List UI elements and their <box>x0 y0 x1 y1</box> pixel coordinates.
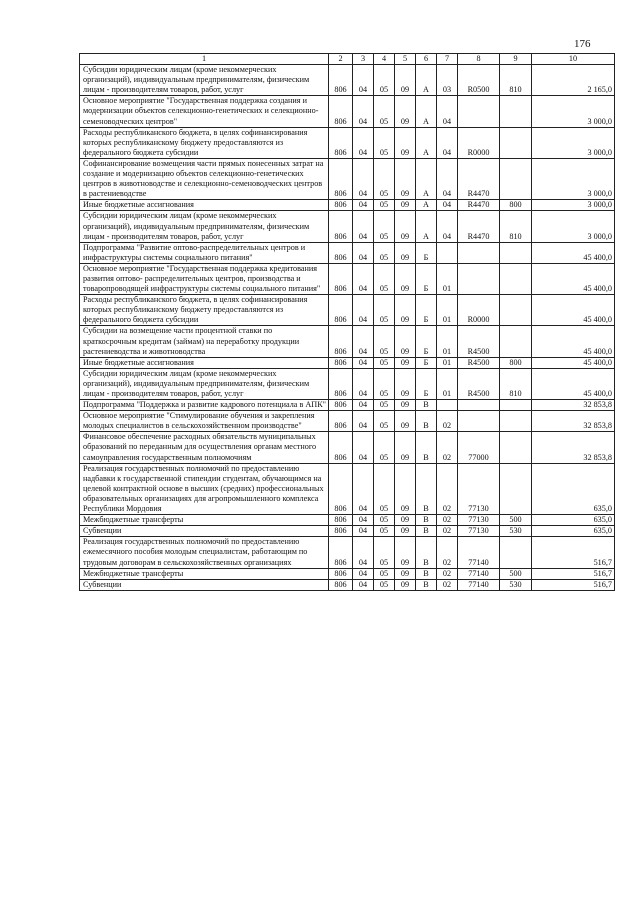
program-cell: 09 <box>395 295 416 326</box>
subsection-cell: 05 <box>374 463 395 514</box>
row-name-cell: Реализация государственных полномочий по предоставлению ежемесячного пособия молодым специалистам, работающим по трудовым договорам в сельскохозяйственных организациях <box>80 537 329 568</box>
table-row <box>80 295 615 326</box>
table-row <box>80 65 615 96</box>
expense-type-cell <box>500 242 532 263</box>
code-cell: 806 <box>329 211 353 242</box>
program-cell: 09 <box>395 200 416 211</box>
direction-cell: 77000 <box>458 432 500 463</box>
table-row <box>80 326 615 357</box>
amount-cell: 45 400,0 <box>532 242 615 263</box>
table-row <box>80 463 615 514</box>
row-name-cell: Реализация государственных полномочий по предоставлению надбавки к государственной стипендии студентам, обучающимся на целевой контрактной основе в высших (средних) профессиональных образовательных организациях для агропромышленного комплекса Республики Мордовия <box>80 463 329 514</box>
table-row <box>80 357 615 368</box>
program-cell: 09 <box>395 400 416 411</box>
direction-cell: 77140 <box>458 579 500 590</box>
amount-cell: 3 000,0 <box>532 158 615 199</box>
section-cell: 04 <box>353 263 374 294</box>
table-row <box>80 411 615 432</box>
row-name-cell: Субвенции <box>80 579 329 590</box>
direction-cell <box>458 263 500 294</box>
program-cell: 09 <box>395 515 416 526</box>
column-header: 3 <box>353 54 374 65</box>
code-cell: 806 <box>329 200 353 211</box>
table-row <box>80 368 615 399</box>
program-cell: 09 <box>395 127 416 158</box>
program-cell: 09 <box>395 326 416 357</box>
section-cell: 04 <box>353 357 374 368</box>
section-cell: 04 <box>353 326 374 357</box>
direction-cell: R0000 <box>458 127 500 158</box>
direction-cell: R4500 <box>458 326 500 357</box>
row-name-cell: Субсидии на возмещение части процентной ставки по краткосрочным кредитам (займам) на переработку продукции растениеводства и животноводства <box>80 326 329 357</box>
table-row <box>80 96 615 127</box>
code-cell: 806 <box>329 158 353 199</box>
direction-cell: 77130 <box>458 463 500 514</box>
expense-type-cell: 810 <box>500 211 532 242</box>
section-cell: 04 <box>353 568 374 579</box>
row-name-cell: Субвенции <box>80 526 329 537</box>
column-header: 7 <box>437 54 458 65</box>
subsection-cell: 05 <box>374 295 395 326</box>
row-name-cell: Основное мероприятие "Стимулирование обучения и закрепления молодых специалистов в сельскохозяйственном производстве" <box>80 411 329 432</box>
amount-cell: 635,0 <box>532 515 615 526</box>
table-row <box>80 526 615 537</box>
subprogram-cell: В <box>416 579 437 590</box>
event-cell: 01 <box>437 263 458 294</box>
expense-type-cell <box>500 295 532 326</box>
subprogram-cell: В <box>416 526 437 537</box>
row-name-cell: Подпрограмма "Развитие оптово-распределительных центров и инфраструктуры системы социального питания" <box>80 242 329 263</box>
section-cell: 04 <box>353 463 374 514</box>
event-cell: 02 <box>437 579 458 590</box>
amount-cell: 2 165,0 <box>532 65 615 96</box>
event-cell: 04 <box>437 211 458 242</box>
code-cell: 806 <box>329 65 353 96</box>
page-number: 176 <box>574 38 591 50</box>
subsection-cell: 05 <box>374 411 395 432</box>
subprogram-cell: В <box>416 411 437 432</box>
event-cell: 02 <box>437 463 458 514</box>
section-cell: 04 <box>353 368 374 399</box>
row-name-cell: Расходы республиканского бюджета, в целях софинансирования которых республиканскому бюджету предоставляются из федерального бюджета субсидии <box>80 127 329 158</box>
section-cell: 04 <box>353 65 374 96</box>
expense-type-cell <box>500 463 532 514</box>
program-cell: 09 <box>395 357 416 368</box>
program-cell: 09 <box>395 65 416 96</box>
direction-cell <box>458 400 500 411</box>
event-cell <box>437 400 458 411</box>
row-name-cell: Межбюджетные трансферты <box>80 568 329 579</box>
event-cell: 04 <box>437 96 458 127</box>
table-row <box>80 242 615 263</box>
code-cell: 806 <box>329 368 353 399</box>
direction-cell: R4470 <box>458 158 500 199</box>
code-cell: 806 <box>329 515 353 526</box>
program-cell: 09 <box>395 411 416 432</box>
subsection-cell: 05 <box>374 242 395 263</box>
event-cell: 01 <box>437 295 458 326</box>
expense-type-cell <box>500 127 532 158</box>
subsection-cell: 05 <box>374 158 395 199</box>
subsection-cell: 05 <box>374 400 395 411</box>
direction-cell: R4470 <box>458 200 500 211</box>
subprogram-cell: В <box>416 568 437 579</box>
amount-cell: 516,7 <box>532 568 615 579</box>
column-header: 1 <box>80 54 329 65</box>
subsection-cell: 05 <box>374 263 395 294</box>
section-cell: 04 <box>353 432 374 463</box>
code-cell: 806 <box>329 463 353 514</box>
program-cell: 09 <box>395 242 416 263</box>
direction-cell <box>458 96 500 127</box>
subprogram-cell: Б <box>416 263 437 294</box>
program-cell: 09 <box>395 158 416 199</box>
event-cell: 02 <box>437 411 458 432</box>
amount-cell: 45 400,0 <box>532 357 615 368</box>
amount-cell: 45 400,0 <box>532 326 615 357</box>
program-cell: 09 <box>395 96 416 127</box>
program-cell: 09 <box>395 432 416 463</box>
program-cell: 09 <box>395 526 416 537</box>
program-cell: 09 <box>395 211 416 242</box>
direction-cell: R0000 <box>458 295 500 326</box>
subsection-cell: 05 <box>374 326 395 357</box>
row-name-cell: Субсидии юридическим лицам (кроме некоммерческих организаций), индивидуальным предпринимателям, физическим лицам - производителям товаров, работ, услуг <box>80 211 329 242</box>
subprogram-cell: А <box>416 96 437 127</box>
amount-cell: 3 000,0 <box>532 127 615 158</box>
amount-cell: 3 000,0 <box>532 200 615 211</box>
direction-cell: R4500 <box>458 357 500 368</box>
code-cell: 806 <box>329 295 353 326</box>
section-cell: 04 <box>353 211 374 242</box>
budget-table <box>79 53 615 591</box>
direction-cell <box>458 242 500 263</box>
program-cell: 09 <box>395 579 416 590</box>
expense-type-cell: 810 <box>500 368 532 399</box>
section-cell: 04 <box>353 515 374 526</box>
subprogram-cell: Б <box>416 357 437 368</box>
amount-cell: 32 853,8 <box>532 400 615 411</box>
direction-cell: 77130 <box>458 515 500 526</box>
code-cell: 806 <box>329 579 353 590</box>
table-row <box>80 537 615 568</box>
subsection-cell: 05 <box>374 211 395 242</box>
code-cell: 806 <box>329 537 353 568</box>
event-cell: 04 <box>437 158 458 199</box>
event-cell: 04 <box>437 200 458 211</box>
code-cell: 806 <box>329 568 353 579</box>
event-cell: 01 <box>437 368 458 399</box>
expense-type-cell: 800 <box>500 200 532 211</box>
subprogram-cell: В <box>416 463 437 514</box>
column-header: 9 <box>500 54 532 65</box>
subprogram-cell: Б <box>416 368 437 399</box>
header-row <box>80 54 615 65</box>
section-cell: 04 <box>353 526 374 537</box>
column-header: 2 <box>329 54 353 65</box>
column-header: 5 <box>395 54 416 65</box>
row-name-cell: Субсидии юридическим лицам (кроме некоммерческих организаций), индивидуальным предпринимателям, физическим лицам - производителям товаров, работ, услуг <box>80 65 329 96</box>
table-row <box>80 568 615 579</box>
section-cell: 04 <box>353 411 374 432</box>
subprogram-cell: Б <box>416 295 437 326</box>
subprogram-cell: Б <box>416 326 437 357</box>
subprogram-cell: А <box>416 211 437 242</box>
code-cell: 806 <box>329 242 353 263</box>
table-row <box>80 127 615 158</box>
row-name-cell: Расходы республиканского бюджета, в целях софинансирования которых республиканскому бюджету предоставляются из федерального бюджета субсидии <box>80 295 329 326</box>
subprogram-cell: В <box>416 537 437 568</box>
row-name-cell: Основное мероприятие "Государственная поддержка создания и модернизации объектов селекционно-генетических и селекционно-семеноводческих центров" <box>80 96 329 127</box>
subsection-cell: 05 <box>374 579 395 590</box>
column-header: 10 <box>532 54 615 65</box>
code-cell: 806 <box>329 263 353 294</box>
event-cell: 02 <box>437 515 458 526</box>
expense-type-cell <box>500 432 532 463</box>
subsection-cell: 05 <box>374 200 395 211</box>
direction-cell: R0500 <box>458 65 500 96</box>
column-header: 4 <box>374 54 395 65</box>
section-cell: 04 <box>353 295 374 326</box>
column-header: 6 <box>416 54 437 65</box>
expense-type-cell: 530 <box>500 579 532 590</box>
row-name-cell: Софинансирование возмещения части прямых понесенных затрат на создание и модернизацию объектов селекционно-генетических центров в животноводстве и селекционно-семеноводческих центров в растениеводстве <box>80 158 329 199</box>
subsection-cell: 05 <box>374 537 395 568</box>
subsection-cell: 05 <box>374 96 395 127</box>
expense-type-cell <box>500 400 532 411</box>
amount-cell: 32 853,8 <box>532 411 615 432</box>
section-cell: 04 <box>353 242 374 263</box>
subprogram-cell: В <box>416 400 437 411</box>
direction-cell: 77140 <box>458 537 500 568</box>
amount-cell: 516,7 <box>532 579 615 590</box>
subsection-cell: 05 <box>374 432 395 463</box>
row-name-cell: Иные бюджетные ассигнования <box>80 200 329 211</box>
column-header: 8 <box>458 54 500 65</box>
amount-cell: 635,0 <box>532 526 615 537</box>
section-cell: 04 <box>353 400 374 411</box>
row-name-cell: Субсидии юридическим лицам (кроме некоммерческих организаций), индивидуальным предпринимателям, физическим лицам - производителям товаров, работ, услуг <box>80 368 329 399</box>
table-row <box>80 263 615 294</box>
amount-cell: 45 400,0 <box>532 295 615 326</box>
event-cell <box>437 242 458 263</box>
row-name-cell: Подпрограмма "Поддержка и развитие кадрового потенциала в АПК" <box>80 400 329 411</box>
expense-type-cell: 810 <box>500 65 532 96</box>
expense-type-cell <box>500 96 532 127</box>
table-row <box>80 432 615 463</box>
row-name-cell: Иные бюджетные ассигнования <box>80 357 329 368</box>
amount-cell: 3 000,0 <box>532 96 615 127</box>
row-name-cell: Межбюджетные трансферты <box>80 515 329 526</box>
code-cell: 806 <box>329 526 353 537</box>
amount-cell: 32 853,8 <box>532 432 615 463</box>
subprogram-cell: А <box>416 127 437 158</box>
code-cell: 806 <box>329 432 353 463</box>
expense-type-cell: 530 <box>500 526 532 537</box>
code-cell: 806 <box>329 96 353 127</box>
event-cell: 03 <box>437 65 458 96</box>
row-name-cell: Основное мероприятие "Государственная поддержка кредитования развития оптово- распределительных центров, производства и товаропроводящей инфраструктуры системы социального питания" <box>80 263 329 294</box>
event-cell: 02 <box>437 537 458 568</box>
subsection-cell: 05 <box>374 65 395 96</box>
event-cell: 04 <box>437 127 458 158</box>
section-cell: 04 <box>353 96 374 127</box>
expense-type-cell <box>500 326 532 357</box>
table-row <box>80 211 615 242</box>
event-cell: 01 <box>437 357 458 368</box>
event-cell: 01 <box>437 326 458 357</box>
expense-type-cell <box>500 537 532 568</box>
subprogram-cell: В <box>416 432 437 463</box>
direction-cell <box>458 411 500 432</box>
table-row <box>80 158 615 199</box>
direction-cell: R4470 <box>458 211 500 242</box>
subprogram-cell: В <box>416 515 437 526</box>
program-cell: 09 <box>395 537 416 568</box>
code-cell: 806 <box>329 400 353 411</box>
event-cell: 02 <box>437 432 458 463</box>
row-name-cell: Финансовое обеспечение расходных обязательств муниципальных образований по переданным для осуществления органам местного самоуправления государственным полномочиям <box>80 432 329 463</box>
expense-type-cell <box>500 158 532 199</box>
event-cell: 02 <box>437 568 458 579</box>
section-cell: 04 <box>353 158 374 199</box>
subsection-cell: 05 <box>374 357 395 368</box>
subsection-cell: 05 <box>374 526 395 537</box>
code-cell: 806 <box>329 357 353 368</box>
expense-type-cell <box>500 411 532 432</box>
subsection-cell: 05 <box>374 568 395 579</box>
amount-cell: 45 400,0 <box>532 263 615 294</box>
table-row <box>80 200 615 211</box>
subprogram-cell: А <box>416 65 437 96</box>
expense-type-cell: 800 <box>500 357 532 368</box>
expense-type-cell: 500 <box>500 568 532 579</box>
event-cell: 02 <box>437 526 458 537</box>
section-cell: 04 <box>353 200 374 211</box>
direction-cell: 77130 <box>458 526 500 537</box>
section-cell: 04 <box>353 579 374 590</box>
amount-cell: 516,7 <box>532 537 615 568</box>
section-cell: 04 <box>353 537 374 568</box>
amount-cell: 3 000,0 <box>532 211 615 242</box>
table-row <box>80 579 615 590</box>
subprogram-cell: Б <box>416 242 437 263</box>
subsection-cell: 05 <box>374 127 395 158</box>
subprogram-cell: А <box>416 200 437 211</box>
direction-cell: R4500 <box>458 368 500 399</box>
amount-cell: 635,0 <box>532 463 615 514</box>
table-row <box>80 400 615 411</box>
table-row <box>80 515 615 526</box>
section-cell: 04 <box>353 127 374 158</box>
program-cell: 09 <box>395 368 416 399</box>
expense-type-cell: 500 <box>500 515 532 526</box>
code-cell: 806 <box>329 411 353 432</box>
program-cell: 09 <box>395 463 416 514</box>
code-cell: 806 <box>329 326 353 357</box>
direction-cell: 77140 <box>458 568 500 579</box>
program-cell: 09 <box>395 568 416 579</box>
subsection-cell: 05 <box>374 368 395 399</box>
code-cell: 806 <box>329 127 353 158</box>
expense-type-cell <box>500 263 532 294</box>
subsection-cell: 05 <box>374 515 395 526</box>
amount-cell: 45 400,0 <box>532 368 615 399</box>
program-cell: 09 <box>395 263 416 294</box>
subprogram-cell: А <box>416 158 437 199</box>
